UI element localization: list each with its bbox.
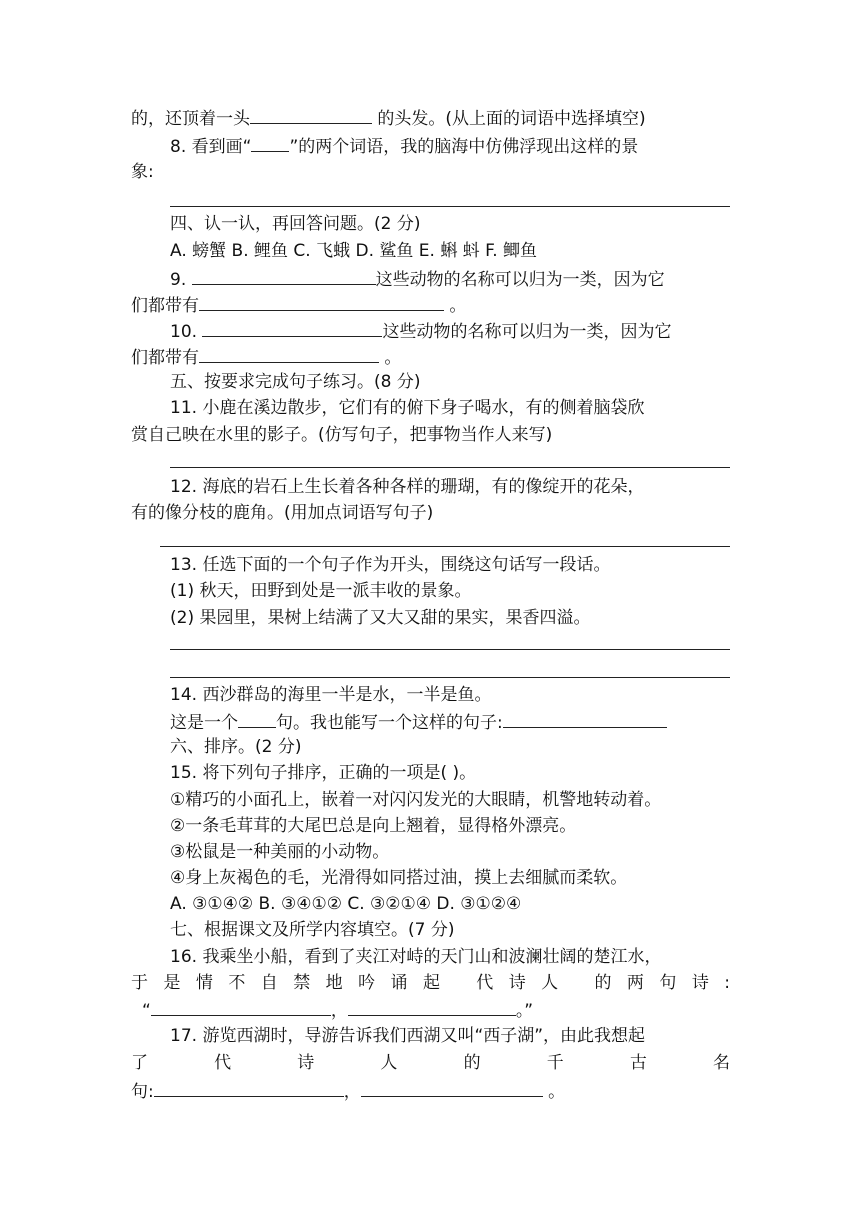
question-13-option-1: (1) 秋天，田野到处是一派丰收的景象。 [170, 581, 472, 601]
text: 。” [515, 1001, 534, 1021]
answer-line[interactable] [170, 467, 730, 468]
sentence-4: ④身上灰褐色的毛，光滑得如同搭过油，摸上去细腻而柔软。 [170, 868, 628, 888]
question-11: 11. 小鹿在溪边散步，它们有的俯下身子喝水，有的侧着脑袋欣 [170, 398, 645, 418]
section-4-title: 四、认一认，再回答问题。(2 分) [170, 214, 421, 234]
section-6-title: 六、排序。(2 分) [170, 737, 302, 757]
question-16-cont: 于是情不自禁地吟诵起 代诗人 的两句诗: [131, 973, 730, 993]
fill-blank[interactable] [199, 293, 444, 311]
fill-blank[interactable] [250, 106, 372, 124]
text: 句。我也能写一个这样的句子: [276, 713, 503, 733]
fill-blank[interactable] [251, 134, 289, 152]
text: ”的两个词语，我的脑海中仿佛浮现出这样的景 [289, 137, 639, 157]
text: 们都带有 [131, 348, 199, 368]
text: 这些动物的名称可以归为一类，因为它 [382, 322, 672, 342]
text: 。 [444, 296, 467, 316]
section-7-title: 七、根据课文及所学内容填空。(7 分) [170, 920, 455, 940]
text: 们都带有 [131, 296, 199, 316]
text: 这是一个 [170, 713, 238, 733]
text: 的，还顶着一头 [131, 109, 250, 129]
question-13: 13. 任选下面的一个句子作为开头，围绕这句话写一段话。 [170, 555, 611, 575]
fill-blank[interactable] [192, 267, 376, 285]
fill-blank[interactable] [238, 710, 276, 728]
question-8 [170, 134, 638, 158]
animal-options: A. 螃蟹 B. 鲤鱼 C. 飞蛾 D. 鲨鱼 E. 蝌 蚪 F. 鲫鱼 [170, 241, 538, 261]
question-16: 16. 我乘坐小船，看到了夹江对峙的天门山和波澜壮阔的楚江水， [170, 947, 662, 967]
question-15-choices: A. ③①④② B. ③④①② C. ③②①④ D. ③①②④ [170, 894, 522, 914]
question-10 [170, 319, 671, 343]
answer-line[interactable] [170, 649, 730, 650]
text: 的头发。(从上面的词语中选择填空) [372, 109, 646, 129]
text: 这些动物的名称可以归为一类，因为它 [375, 270, 665, 290]
question-9 [170, 267, 665, 291]
fill-blank[interactable] [202, 319, 382, 337]
question-14: 14. 西沙群岛的海里一半是水，一半是鱼。 [170, 685, 492, 705]
text: 8. 看到画“ [170, 137, 252, 157]
question-13-option-2: (2) 果园里，果树上结满了又大又甜的果实，果香四溢。 [170, 608, 591, 628]
question-10-cont [131, 345, 401, 369]
question-16-poem [142, 998, 533, 1022]
sentence-1: ①精巧的小面孔上，嵌着一对闪闪发光的大眼睛，机警地转动着。 [170, 790, 662, 810]
text: “ [142, 1001, 151, 1021]
text: 句: [131, 1082, 154, 1102]
answer-line[interactable] [170, 206, 730, 207]
answer-line[interactable] [170, 677, 730, 678]
question-9-cont [131, 293, 466, 317]
sentence-3: ③松鼠是一种美丽的小动物。 [170, 842, 390, 862]
fill-blank[interactable] [348, 998, 516, 1016]
question-17: 17. 游览西湖时，导游告诉我们西湖又叫“西子湖”，由此我想起 [170, 1026, 646, 1046]
question-11-cont: 赏自己映在水里的影子。(仿写句子，把事物当作人来写) [131, 425, 553, 445]
fill-blank[interactable] [503, 710, 667, 728]
fill-blank[interactable] [151, 998, 331, 1016]
text: 9. [170, 270, 192, 290]
question-8-cont: 象: [131, 162, 154, 182]
question-17-cont: 了 代 诗 人 的 千 古 名 [131, 1053, 730, 1073]
fill-blank[interactable] [361, 1079, 543, 1097]
question-17-poem [131, 1079, 565, 1103]
fill-blank[interactable] [199, 345, 379, 363]
text: ， [343, 1082, 361, 1102]
sentence-2: ②一条毛茸茸的大尾巴总是向上翘着，显得格外漂亮。 [170, 816, 577, 836]
q7-tail-line [131, 106, 646, 130]
text: 。 [542, 1082, 566, 1102]
question-12: 12. 海底的岩石上生长着各种各样的珊瑚，有的像绽开的花朵， [170, 477, 645, 497]
question-14-cont [170, 710, 667, 734]
question-15: 15. 将下列句子排序，正确的一项是( )。 [170, 763, 477, 783]
question-12-cont: 有的像分枝的鹿角。(用加点词语写句子) [131, 503, 434, 523]
answer-line[interactable] [160, 546, 730, 547]
text: 。 [379, 348, 402, 368]
text: 10. [170, 322, 203, 342]
section-5-title: 五、按要求完成句子练习。(8 分) [170, 372, 421, 392]
fill-blank[interactable] [154, 1079, 344, 1097]
text: ， [330, 1001, 348, 1021]
